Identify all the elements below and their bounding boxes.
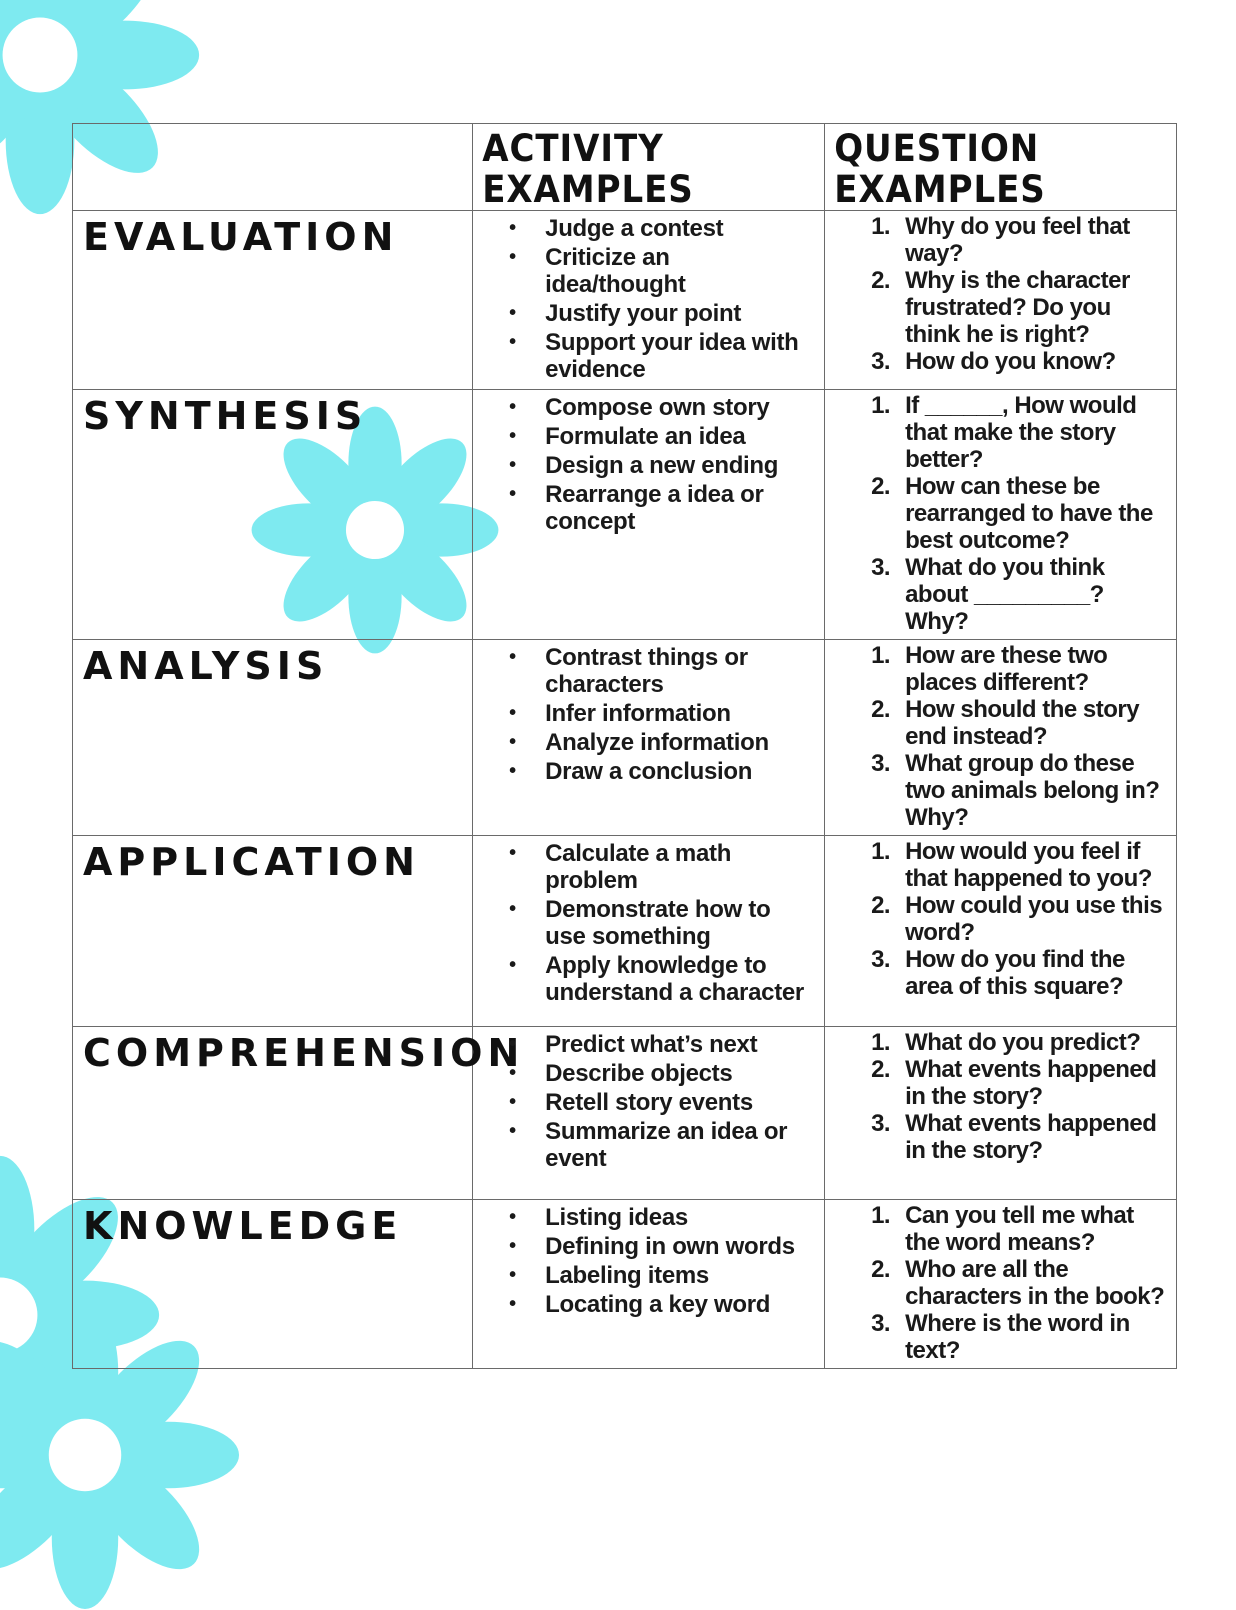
header-empty-cell xyxy=(73,124,473,211)
level-name: EVALUATION xyxy=(83,215,399,259)
question-number: 2. xyxy=(871,1256,891,1283)
question-cell xyxy=(825,211,1177,390)
activity-cell xyxy=(473,390,825,640)
activity-item: • Analyze information xyxy=(473,729,816,756)
activity-cell xyxy=(473,836,825,1027)
question-number: 1. xyxy=(871,1029,891,1056)
activity-item: • Compose own story xyxy=(473,394,816,421)
question-text: Can you tell me what the word means? xyxy=(905,1202,1134,1256)
activity-list xyxy=(473,1204,824,1324)
activity-item: • Calculate a math problem xyxy=(473,840,816,894)
question-item xyxy=(825,750,1168,831)
question-number: 2. xyxy=(871,696,891,723)
level-cell xyxy=(73,1027,525,1200)
activity-item: • Demonstrate how to use something xyxy=(473,896,816,950)
table-row xyxy=(73,836,1177,1027)
question-item xyxy=(825,554,1168,635)
question-text: How would you feel if that happened to you? xyxy=(905,838,1152,892)
activity-cell xyxy=(473,211,825,390)
question-item xyxy=(825,696,1168,750)
level-cell xyxy=(73,836,473,1027)
table-row xyxy=(73,1200,1177,1369)
question-number: 2. xyxy=(871,1056,891,1083)
level-cell xyxy=(73,640,473,836)
question-item xyxy=(825,473,1168,554)
question-cell xyxy=(825,1027,1177,1200)
header-row xyxy=(73,124,1177,211)
activity-cell xyxy=(473,1027,825,1200)
question-item xyxy=(825,392,1168,473)
activity-list xyxy=(473,1031,824,1178)
question-text: What events happened in the story? xyxy=(905,1110,1157,1164)
question-text: How are these two places different? xyxy=(905,642,1108,696)
question-text: How do you find the area of this square? xyxy=(905,946,1125,1000)
activity-item: • Criticize an idea/thought xyxy=(473,244,816,298)
header-activity-cell xyxy=(473,124,825,211)
activity-cell xyxy=(473,1200,825,1369)
question-text: How do you know? xyxy=(905,348,1116,375)
activity-item: • Design a new ending xyxy=(473,452,816,479)
question-text: Why do you feel that way? xyxy=(905,213,1130,267)
question-item xyxy=(825,838,1168,892)
activity-item: • Apply knowledge to understand a character xyxy=(473,952,816,1006)
question-text: How can these be rearranged to have the best outcome? xyxy=(905,473,1153,554)
table-row xyxy=(73,1027,1177,1200)
question-number: 2. xyxy=(871,892,891,919)
header-question-line1: QUESTION xyxy=(834,127,1040,170)
activity-item: • Describe objects xyxy=(473,1060,816,1087)
question-text: How could you use this word? xyxy=(905,892,1163,946)
activity-list xyxy=(473,840,824,1012)
activity-list xyxy=(473,644,824,791)
activity-item: • Retell story events xyxy=(473,1089,816,1116)
activity-cell xyxy=(473,640,825,836)
level-cell xyxy=(73,1200,473,1369)
activity-list xyxy=(473,394,824,541)
question-number: 1. xyxy=(871,642,891,669)
activity-item: • Predict what’s next xyxy=(473,1031,816,1058)
question-number: 2. xyxy=(871,267,891,294)
question-item xyxy=(825,213,1168,267)
question-list xyxy=(825,213,1176,379)
activity-item: • Infer information xyxy=(473,700,816,727)
activity-item: • Judge a contest xyxy=(473,215,816,242)
activity-item: • Defining in own words xyxy=(473,1233,816,1260)
question-number: 1. xyxy=(871,838,891,865)
table-row xyxy=(73,211,1177,390)
activity-item: • Draw a conclusion xyxy=(473,758,816,785)
flower-center xyxy=(3,18,78,93)
activity-item: • Rearrange a idea or concept xyxy=(473,481,816,535)
question-item xyxy=(825,1110,1168,1164)
question-number: 3. xyxy=(871,554,891,581)
question-item xyxy=(825,892,1168,946)
level-cell xyxy=(73,211,473,390)
question-item xyxy=(825,1029,1168,1056)
table-row xyxy=(73,390,1177,640)
activity-list xyxy=(473,215,824,389)
question-cell xyxy=(825,640,1177,836)
header-question-cell xyxy=(825,124,1177,211)
question-number: 3. xyxy=(871,750,891,777)
question-number: 3. xyxy=(871,946,891,973)
header-activity-line2: EXAMPLES xyxy=(482,168,694,211)
question-cell xyxy=(825,390,1177,640)
question-text: What do you think about _________? Why? xyxy=(905,554,1105,635)
table-row xyxy=(73,640,1177,836)
activity-item: • Summarize an idea or event xyxy=(473,1118,816,1172)
question-cell xyxy=(825,836,1177,1027)
question-number: 1. xyxy=(871,1202,891,1229)
question-list xyxy=(825,1202,1176,1368)
table-body xyxy=(73,211,1177,1369)
activity-item: • Formulate an idea xyxy=(473,423,816,450)
question-number: 3. xyxy=(871,1110,891,1137)
level-name: APPLICATION xyxy=(83,840,420,884)
flower-center xyxy=(49,1419,121,1491)
question-item xyxy=(825,1056,1168,1110)
level-name: KNOWLEDGE xyxy=(83,1204,403,1248)
question-list xyxy=(825,392,1176,639)
question-cell xyxy=(825,1200,1177,1369)
question-text: What do you predict? xyxy=(905,1029,1141,1056)
question-number: 3. xyxy=(871,1310,891,1337)
activity-item: • Labeling items xyxy=(473,1262,816,1289)
question-item xyxy=(825,1202,1168,1256)
question-number: 1. xyxy=(871,392,891,419)
question-item xyxy=(825,1256,1168,1310)
question-item xyxy=(825,946,1168,1000)
blooms-taxonomy-table xyxy=(72,123,1177,1369)
question-text: If ______, How would that make the story better? xyxy=(905,392,1137,473)
question-text: Where is the word in text? xyxy=(905,1310,1130,1364)
level-name: COMPREHENSION xyxy=(83,1031,525,1075)
question-item xyxy=(825,267,1168,348)
header-question-line2: EXAMPLES xyxy=(834,168,1046,211)
question-text: What events happened in the story? xyxy=(905,1056,1157,1110)
question-text: Who are all the characters in the book? xyxy=(905,1256,1165,1310)
level-cell xyxy=(73,390,473,640)
activity-item: • Justify your point xyxy=(473,300,816,327)
activity-item: • Locating a key word xyxy=(473,1291,816,1318)
activity-item: • Contrast things or characters xyxy=(473,644,816,698)
question-list xyxy=(825,642,1176,835)
question-list xyxy=(825,1029,1176,1168)
question-number: 1. xyxy=(871,213,891,240)
question-list xyxy=(825,838,1176,1004)
question-item xyxy=(825,1310,1168,1364)
question-item xyxy=(825,642,1168,696)
activity-item: • Support your idea with evidence xyxy=(473,329,816,383)
question-number: 2. xyxy=(871,473,891,500)
question-text: Why is the character frustrated? Do you think he is right? xyxy=(905,267,1130,348)
question-number: 3. xyxy=(871,348,891,375)
activity-item: • Listing ideas xyxy=(473,1204,816,1231)
question-text: What group do these two animals belong in? Why? xyxy=(905,750,1160,831)
question-item xyxy=(825,348,1168,375)
level-name: SYNTHESIS xyxy=(83,394,368,438)
question-text: How should the story end instead? xyxy=(905,696,1140,750)
level-name: ANALYSIS xyxy=(83,644,329,688)
header-activity-line1: ACTIVITY xyxy=(482,127,664,170)
